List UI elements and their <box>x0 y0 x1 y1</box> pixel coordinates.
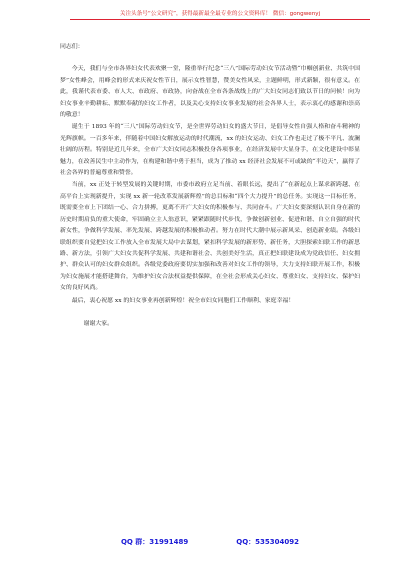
paragraph-current-tasks: 当前，xx 正处于转型发展的关键时期，市委市政府立足当前、着眼长远，提出了“在新起点上谋求新跨越、在高平台上实现新提升，实现 xx 新一轮改革发展新辉煌”的总目标和“四个大力提升”的总任务。实现这一目标任务，既需要全市上下团结一心、合力拼搏，更离不开广大妇女的积极参与、共同奋斗。广大妇女要深刻认识自身在新的历史时期肩负的重大使命，牢固确立主人翁意识，紧紧跟随时代步伐，争做创新创业、促进和谐、自立自强的时代新女性，争做科学发展、率先发展、跨越发展的积极推动者。努力在时代大潮中展示新风采、创造新业绩。各级妇联组织要自觉把妇女工作放入全市发展大局中去谋划，紧扣科学发展的新形势、新任务，大胆探索妇联工作的新思路、新方法，引领广大妇女共促科学发展、共建和谐社会、共创美好生活，真正把妇联建设成为党政信任、妇女拥护、群众认可的妇女群众组织。各级党委政府要切实加强和改善对妇女工作的领导，大力支持妇联开展工作，积极为妇女施展才能搭建舞台，为维护妇女合法权益提供保障，在全社会形成关心妇女、尊重妇女、支持妇女、保护妇女的良好风尚。 <box>60 182 360 292</box>
document-body <box>60 42 360 336</box>
paragraph-history: 诞生于 1893 年的“三八”国际劳动妇女节，是全世界劳动妇女的盛大节日，是倡导女性自强人格和奋斗精神的光辉旗帜。一百多年来，伴随着中国妇女解放运动的时代潮流，xx 的妇女运动、妇女工作也走过了极不平凡、波澜壮阔的历程。特别是近几年来，全市广大妇女同志积极投身各项事业，在经济发展中大显身手，在文化建设中彰显魅力，在改善民生中主动作为，在构建和谐中勇于担当，成为了推动 xx 经济社会发展不可或缺的“半边天”，赢得了社会各界的普遍尊重和赞誉。 <box>60 124 360 177</box>
paragraph-closing-wishes: 最后，衷心祝愿 xx 的妇女事业再创新辉煌！祝全市妇女同胞们工作顺利、家庭幸福！ <box>71 297 295 304</box>
footer-qq: QQ：535304092 <box>236 538 300 546</box>
footer-contact <box>60 536 360 548</box>
closing-thanks: 谢谢大家。 <box>83 320 114 327</box>
salutation: 同志们： <box>60 44 84 50</box>
header-banner: 关注头条号“公文研究”，获得最新最全最专业的公文资料库！ 微信：gongwenyj <box>70 10 370 20</box>
paragraph-opening: 今天，我们与全市各界妇女代表欢聚一堂，隆重举行纪念“三八”国际劳动妇女节活动暨“巾帼创新业、共筑中国梦”女性峰会，用峰会的形式来庆祝女性节日，展示女性智慧，赞美女性风采，主题鲜明，形式新颖，很有意义。在此，我谨代表市委、市人大、市政府、市政协，向奋战在全市各条战线上的广大妇女同志们致以节日的问候！向为妇女事业辛勤耕耘、默默奉献的妇女工作者，以及关心支持妇女事业发展的社会各界人士，表示衷心的感谢和崇高的敬意！ <box>60 66 360 119</box>
footer-qq-group: QQ 群：31991489 <box>120 538 189 546</box>
